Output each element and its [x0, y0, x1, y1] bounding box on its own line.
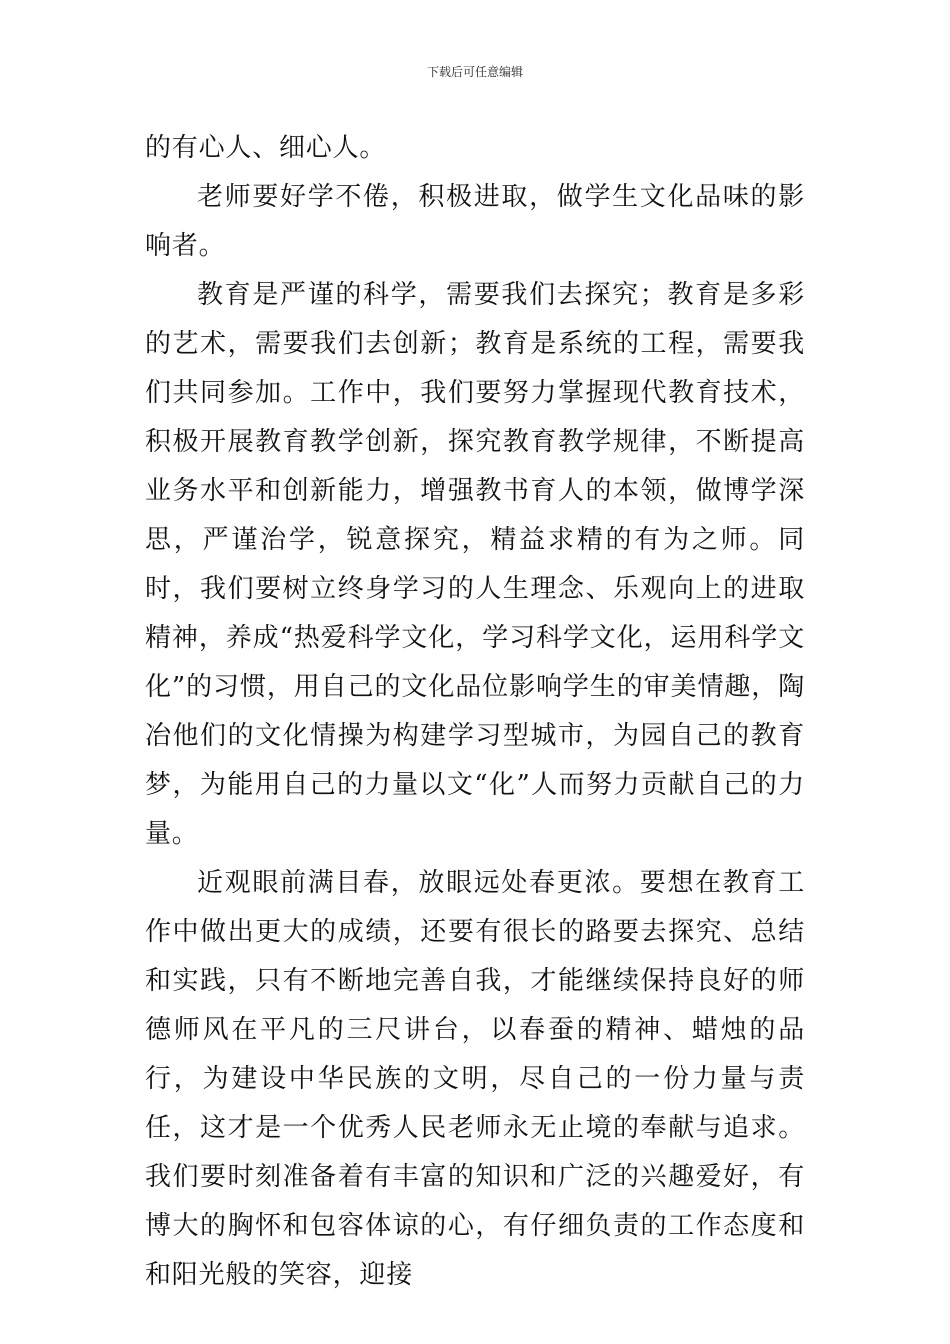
page-header: 下载后可任意编辑 [426, 65, 523, 79]
paragraph-2: 老师要好学不倦，积极进取，做学生文化品味的影响者。 [145, 182, 805, 261]
paragraph-1: 的有心人、细心人。 [145, 133, 387, 163]
document-body [145, 124, 805, 1300]
paragraph-3: 教育是严谨的科学，需要我们去探究；教育是多彩的艺术，需要我们去创新；教育是系统的工程，需要我们共同参加。工作中，我们要努力掌握现代教育技术，积极开展教育教学创新，探究教育教学规律，不断提高业务水平和创新能力，增强教书育人的本领，做博学深思，严谨治学，锐意探究，精益求精的有为之师。同时，我们要树立终身学习的人生理念、乐观向上的进取精神，养成“热爱科学文化，学习科学文化，运用科学文化”的习惯，用自己的文化品位影响学生的审美情趣，陶冶他们的文化情操为构建学习型城市，为园自己的教育梦，为能用自己的力量以文“化”人而努力贡献自己的力量。 [145, 280, 805, 849]
paragraph-4: 近观眼前满目春，放眼远处春更浓。要想在教育工作中做出更大的成绩，还要有很长的路要去探究、总结和实践，只有不断地完善自我，才能继续保持良好的师德师风在平凡的三尺讲台，以春蚕的精神、蜡烛的品行，为建设中华民族的文明，尽自己的一份力量与责任，这才是一个优秀人民老师永无止境的奉献与追求。我们要时刻准备着有丰富的知识和广泛的兴趣爱好，有博大的胸怀和包容体谅的心，有仔细负责的工作态度和和阳光般的笑容，迎接 [145, 868, 805, 1290]
